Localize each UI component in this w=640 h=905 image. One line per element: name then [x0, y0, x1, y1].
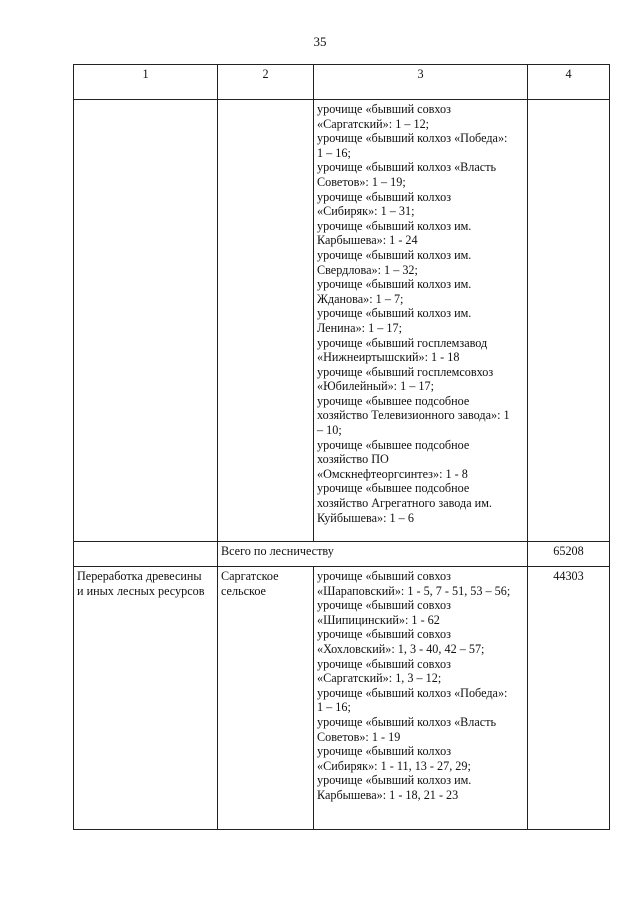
table-header-row: [74, 65, 610, 100]
text-line: урочище «бывший госплемсовхоз: [317, 364, 494, 379]
text-line: урочище «бывший совхоз: [317, 598, 451, 613]
row1-locations: [317, 102, 524, 525]
row3-col1: [74, 567, 218, 830]
text-line: «Шипицинский»: 1 - 62: [317, 612, 440, 627]
text-line: «Нижнеиртышский»: 1 - 18: [317, 350, 460, 365]
text-line: урочище «бывший колхоз им.: [317, 277, 472, 292]
total-row: [74, 542, 610, 567]
row3-col2: [218, 567, 314, 830]
total-label: Всего по лесничеству: [218, 542, 528, 567]
total-row-col1: [74, 542, 218, 567]
text-line: урочище «бывший колхоз им.: [317, 218, 472, 233]
text-line: «Сибиряк»: 1 - 11, 13 - 27, 29;: [317, 758, 471, 773]
document-table: [73, 64, 610, 830]
text-line: урочище «бывший колхоз им.: [317, 773, 472, 788]
table-row: [74, 100, 610, 542]
text-line: хозяйство Телевизионного завода»: 1: [317, 408, 510, 423]
text-line: урочище «бывший совхоз: [317, 102, 451, 116]
text-line: хозяйство ПО: [317, 452, 389, 467]
text-line: урочище «бывшее подсобное: [317, 393, 470, 408]
row3-area-value: 44303: [528, 567, 610, 830]
text-line: «Саргатский»: 1, 3 – 12;: [317, 671, 442, 686]
row3-locations: [317, 569, 524, 803]
text-line: «Саргатский»: 1 – 12;: [317, 116, 430, 131]
text-line: урочище «бывшее подсобное: [317, 481, 470, 496]
text-line: Куйбышева»: 1 – 6: [317, 510, 414, 525]
text-line: Карбышева»: 1 - 18, 21 - 23: [317, 787, 459, 802]
text-line: 1 – 16;: [317, 700, 351, 715]
header-cell-2: 2: [218, 65, 314, 100]
text-line: «Омскнефтеоргсинтез»: 1 - 8: [317, 466, 468, 481]
row1-col2: [218, 100, 314, 542]
text-line: «Хохловский»: 1, 3 - 40, 42 – 57;: [317, 641, 485, 656]
text-line: урочище «бывший колхоз им.: [317, 247, 472, 262]
row3-col3: [314, 567, 528, 830]
text-line: Советов»: 1 - 19: [317, 729, 401, 744]
activity-type: [77, 569, 214, 598]
text-line: урочище «бывший колхоз: [317, 744, 452, 759]
page-number: 35: [313, 34, 327, 49]
text-line: урочище «бывший колхоз «Победа»:: [317, 685, 508, 700]
text-line: урочище «бывший колхоз «Власть: [317, 160, 497, 175]
text-line: Советов»: 1 – 19;: [317, 174, 406, 189]
text-line: урочище «бывшее подсобное: [317, 437, 470, 452]
text-line: «Юбилейный»: 1 – 17;: [317, 379, 434, 394]
text-line: Жданова»: 1 – 7;: [317, 291, 404, 306]
text-line: урочище «бывший госплемзавод: [317, 335, 488, 350]
text-line: 1 – 16;: [317, 145, 351, 160]
header-cell-4: 4: [528, 65, 610, 100]
text-line: «Шараповский»: 1 - 5, 7 - 51, 53 – 56;: [317, 583, 511, 598]
text-line: «Сибиряк»: 1 – 31;: [317, 204, 415, 219]
text-line: – 10;: [317, 423, 342, 438]
district-name: [221, 569, 310, 598]
total-value: 65208: [528, 542, 610, 567]
text-line: Ленина»: 1 – 17;: [317, 320, 402, 335]
row1-col4: [528, 100, 610, 542]
header-cell-1: 1: [74, 65, 218, 100]
text-line: сельское: [221, 583, 266, 598]
text-line: Переработка древесины: [77, 569, 202, 583]
text-line: Свердлова»: 1 – 32;: [317, 262, 418, 277]
text-line: урочище «бывший колхоз «Победа»:: [317, 131, 508, 146]
row1-col3: [314, 100, 528, 542]
text-line: и иных лесных ресурсов: [77, 583, 205, 598]
text-line: Карбышева»: 1 - 24: [317, 233, 418, 248]
text-line: урочище «бывший совхоз: [317, 656, 451, 671]
text-line: хозяйство Агрегатного завода им.: [317, 496, 492, 511]
text-line: урочище «бывший колхоз им.: [317, 306, 472, 321]
table-row: [74, 567, 610, 830]
text-line: урочище «бывший колхоз «Власть: [317, 714, 497, 729]
text-line: урочище «бывший колхоз: [317, 189, 452, 204]
text-line: урочище «бывший совхоз: [317, 569, 451, 583]
row1-col1: [74, 100, 218, 542]
text-line: Саргатское: [221, 569, 279, 583]
text-line: урочище «бывший совхоз: [317, 627, 451, 642]
header-cell-3: 3: [314, 65, 528, 100]
